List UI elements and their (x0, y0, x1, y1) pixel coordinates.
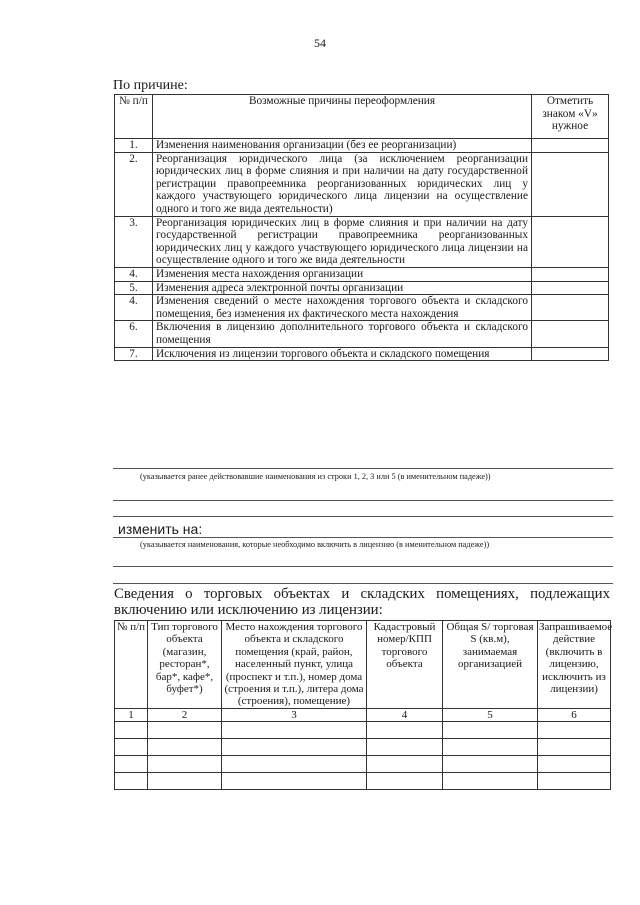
reason-number: 4. (115, 295, 153, 321)
new-names-line-3[interactable] (113, 583, 613, 584)
reason-text: Реорганизация юридических лиц в форме слияния и при наличии на дату государственной регистрации правопреемника реорганизованных юридических лиц у каждого участвующего юридического лица лицензии на осуществление одного и того же вида деятельности (153, 216, 532, 267)
reason-row (115, 295, 609, 321)
objects-header-type: Тип торгового объекта (магазин, ресторан*, бар*, кафе*, буфет*) (148, 621, 222, 709)
new-names-hint: (указывается наименования, которые необходимо включить в лицензию (в именительном падеже)) (140, 540, 490, 549)
objects-table (114, 620, 611, 790)
reasons-header-number: № п/п (115, 95, 153, 139)
column-number: 2 (148, 708, 222, 721)
object-entry-cell[interactable] (148, 721, 222, 738)
reason-number: 7. (115, 347, 153, 361)
objects-body (115, 708, 611, 789)
previous-names-hint: (указывается ранее действовавшие наименования из строки 1, 2, 3 или 5 (в именительном падеже)) (140, 472, 491, 481)
reason-row (115, 139, 609, 153)
reason-row (115, 267, 609, 281)
reason-number: 4. (115, 267, 153, 281)
new-names-line-1[interactable] (113, 537, 613, 538)
column-number: 4 (367, 708, 443, 721)
objects-heading: Сведения о торговых объектах и складских помещениях, подлежащих включению или исключению из лицензии: (114, 586, 610, 618)
object-entry-cell[interactable] (367, 721, 443, 738)
object-entry-cell[interactable] (115, 755, 148, 772)
object-entry-cell[interactable] (148, 738, 222, 755)
objects-header-number: № п/п (115, 621, 148, 709)
column-number-row (115, 708, 611, 721)
column-number: 3 (222, 708, 367, 721)
object-entry-cell[interactable] (538, 721, 611, 738)
reason-row (115, 347, 609, 361)
object-entry-cell[interactable] (367, 738, 443, 755)
reason-mark-cell[interactable] (532, 347, 609, 361)
object-entry-cell[interactable] (115, 738, 148, 755)
new-names-line-2[interactable] (113, 566, 613, 567)
reasons-header-mark: Отметить знаком «V» нужное (532, 95, 609, 139)
object-entry-cell[interactable] (443, 721, 538, 738)
object-entry-cell[interactable] (222, 738, 367, 755)
object-entry-cell[interactable] (148, 755, 222, 772)
reason-mark-cell[interactable] (532, 216, 609, 267)
reason-mark-cell[interactable] (532, 281, 609, 295)
object-entry-cell[interactable] (222, 772, 367, 789)
change-to-label: изменить на: (118, 521, 203, 537)
object-entry-cell[interactable] (443, 772, 538, 789)
reason-number: 5. (115, 281, 153, 295)
page-number: 54 (314, 36, 326, 50)
object-entry-cell[interactable] (538, 755, 611, 772)
object-entry-cell[interactable] (222, 755, 367, 772)
object-entry-cell[interactable] (443, 738, 538, 755)
object-entry-cell[interactable] (115, 772, 148, 789)
reason-number: 2. (115, 152, 153, 216)
objects-header-cadastral: Кадастровый номер/КПП торгового объекта (367, 621, 443, 709)
reason-mark-cell[interactable] (532, 139, 609, 153)
reasons-body (115, 139, 609, 361)
object-entry-row (115, 721, 611, 738)
reason-text: Изменения наименования организации (без ее реорганизации) (153, 139, 532, 153)
object-entry-cell[interactable] (115, 721, 148, 738)
reason-text: Реорганизация юридического лица (за исключением реорганизации юридических лиц в форме слияния и при наличии на дату государственной регистрации правопреемника реорганизованных юридических лиц у каждого участвующего юридического лица лицензии на осуществление одного и того же вида деятельности) (153, 152, 532, 216)
reason-row (115, 281, 609, 295)
objects-header-location: Место нахождения торгового объекта и складского помещения (край, район, населенный пункт, улица (проспект и т.п.), номер дома (строения и т.п.), литера дома (строения), помещение) (222, 621, 367, 709)
object-entry-cell[interactable] (443, 755, 538, 772)
reason-mark-cell[interactable] (532, 295, 609, 321)
column-number: 6 (538, 708, 611, 721)
column-number: 1 (115, 708, 148, 721)
object-entry-row (115, 772, 611, 789)
object-entry-cell[interactable] (538, 772, 611, 789)
previous-names-line-3[interactable] (113, 516, 613, 517)
objects-header-action: Запрашиваемое действие (включить в лицензию, исключить из лицензии) (538, 621, 611, 709)
object-entry-cell[interactable] (367, 772, 443, 789)
reason-text: Исключения из лицензии торгового объекта и складского помещения (153, 347, 532, 361)
reason-number: 6. (115, 321, 153, 347)
reason-mark-cell[interactable] (532, 152, 609, 216)
reason-row (115, 321, 609, 347)
reason-text: Изменения сведений о месте нахождения торгового объекта и складского помещения, без изменения их фактического места нахождения (153, 295, 532, 321)
object-entry-cell[interactable] (148, 772, 222, 789)
reason-mark-cell[interactable] (532, 321, 609, 347)
reason-mark-cell[interactable] (532, 267, 609, 281)
column-number: 5 (443, 708, 538, 721)
reason-heading: По причине: (113, 78, 188, 93)
reason-number: 1. (115, 139, 153, 153)
reasons-header-reason: Возможные причины переоформления (153, 95, 532, 139)
reason-number: 3. (115, 216, 153, 267)
previous-names-line-1[interactable] (113, 468, 613, 469)
reason-row (115, 216, 609, 267)
objects-header-area: Общая S/ торговая S (кв.м), занимаемая организацией (443, 621, 538, 709)
object-entry-cell[interactable] (367, 755, 443, 772)
previous-names-line-2[interactable] (113, 500, 613, 501)
reason-row (115, 152, 609, 216)
reason-text: Включения в лицензию дополнительного торгового объекта и складского помещения (153, 321, 532, 347)
reasons-table (114, 94, 609, 361)
reason-text: Изменения адреса электронной почты организации (153, 281, 532, 295)
object-entry-row (115, 738, 611, 755)
object-entry-row (115, 755, 611, 772)
object-entry-cell[interactable] (222, 721, 367, 738)
reason-text: Изменения места нахождения организации (153, 267, 532, 281)
object-entry-cell[interactable] (538, 738, 611, 755)
